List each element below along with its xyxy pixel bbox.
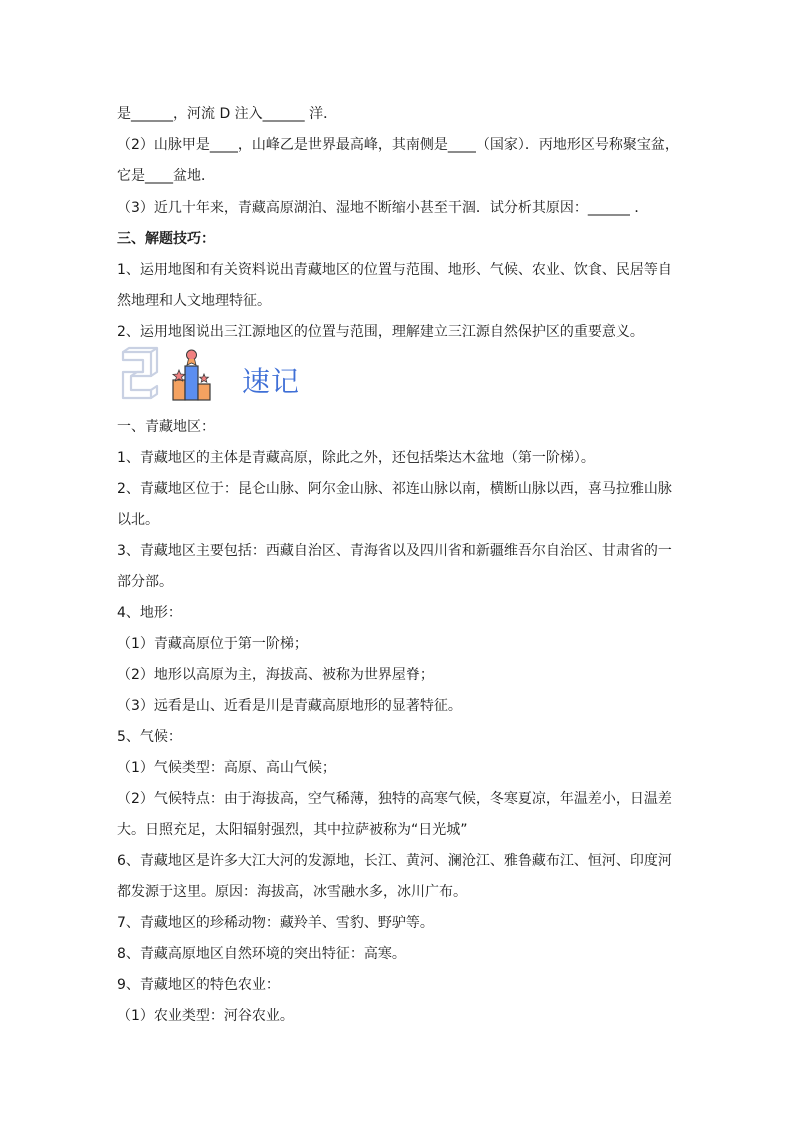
text-line: 是______，河流 D 注入______ 洋．: [117, 106, 338, 122]
text-line: 大。日照充足，太阳辐射强烈，其中拉萨被称为“日光城”: [117, 822, 468, 838]
text-line: 2、青藏地区位于：昆仑山脉、阿尔金山脉、祁连山脉以南，横断山脉以西，喜马拉雅山脉: [117, 481, 672, 497]
text-line: 7、青藏地区的珍稀动物：藏羚羊、雪豹、野驴等。: [117, 915, 434, 931]
text-line: 部分部。: [117, 574, 173, 590]
text-line: （1）气候类型：高原、高山气候；: [117, 760, 336, 776]
text-line: 5、气候：: [117, 729, 182, 745]
text-line: （1）农业类型：河谷农业。: [117, 1008, 294, 1024]
text-line: （2）地形以高原为主，海拔高、被称为世界屋脊；: [117, 667, 434, 683]
text-line: 都发源于这里。原因：海拔高，冰雪融水多，冰川广布。: [117, 884, 467, 900]
section-logo-title: 速记: [242, 365, 301, 398]
text-line: 1、青藏地区的主体是青藏高原，除此之外，还包括柴达木盆地（第一阶梯）。: [117, 450, 595, 466]
text-line: 8、青藏高原地区自然环境的突出特征：高寒。: [117, 946, 406, 962]
text-line: （3）近几十年来，青藏高原湖泊、湿地不断缩小甚至干涸．试分析其原因：______ ．: [117, 200, 649, 216]
text-line: 1、运用地图和有关资料说出青藏地区的位置与范围、地形、气候、农业、饮食、民居等自: [117, 262, 672, 278]
text-line: 它是____盆地．: [117, 168, 215, 184]
text-line: 一、青藏地区：: [117, 419, 215, 435]
text-line: 2、运用地图说出三江源地区的位置与范围，理解建立三江源自然保护区的重要意义。: [117, 324, 644, 340]
text-line: 以北。: [117, 512, 159, 528]
section-heading: 三、解题技巧：: [117, 231, 215, 247]
text-line: （3）远看是山、近看是川是青藏高原地形的显著特征。: [117, 698, 462, 714]
text-line: （2）气候特点：由于海拔高，空气稀薄，独特的高寒气候，冬寒夏凉，年温差小，日温差: [117, 791, 672, 807]
text-line: 然地理和人文地理特征。: [117, 293, 271, 309]
text-line: 3、青藏地区主要包括：西藏自治区、青海省以及四川省和新疆维吾尔自治区、甘肃省的一: [117, 543, 672, 559]
podium-icon: [173, 350, 210, 400]
number-2-icon: [123, 348, 157, 398]
text-line: 6、青藏地区是许多大江大河的发源地，长江、黄河、澜沧江、雅鲁藏布江、恒河、印度河: [117, 853, 672, 869]
text-line: （2）山脉甲是____，山峰乙是世界最高峰，其南侧是____（国家）．丙地形区号称聚宝盆，: [117, 137, 679, 153]
text-line: 9、青藏地区的特色农业：: [117, 977, 280, 993]
text-line: 4、地形：: [117, 605, 182, 621]
text-line: （1）青藏高原位于第一阶梯；: [117, 636, 308, 652]
